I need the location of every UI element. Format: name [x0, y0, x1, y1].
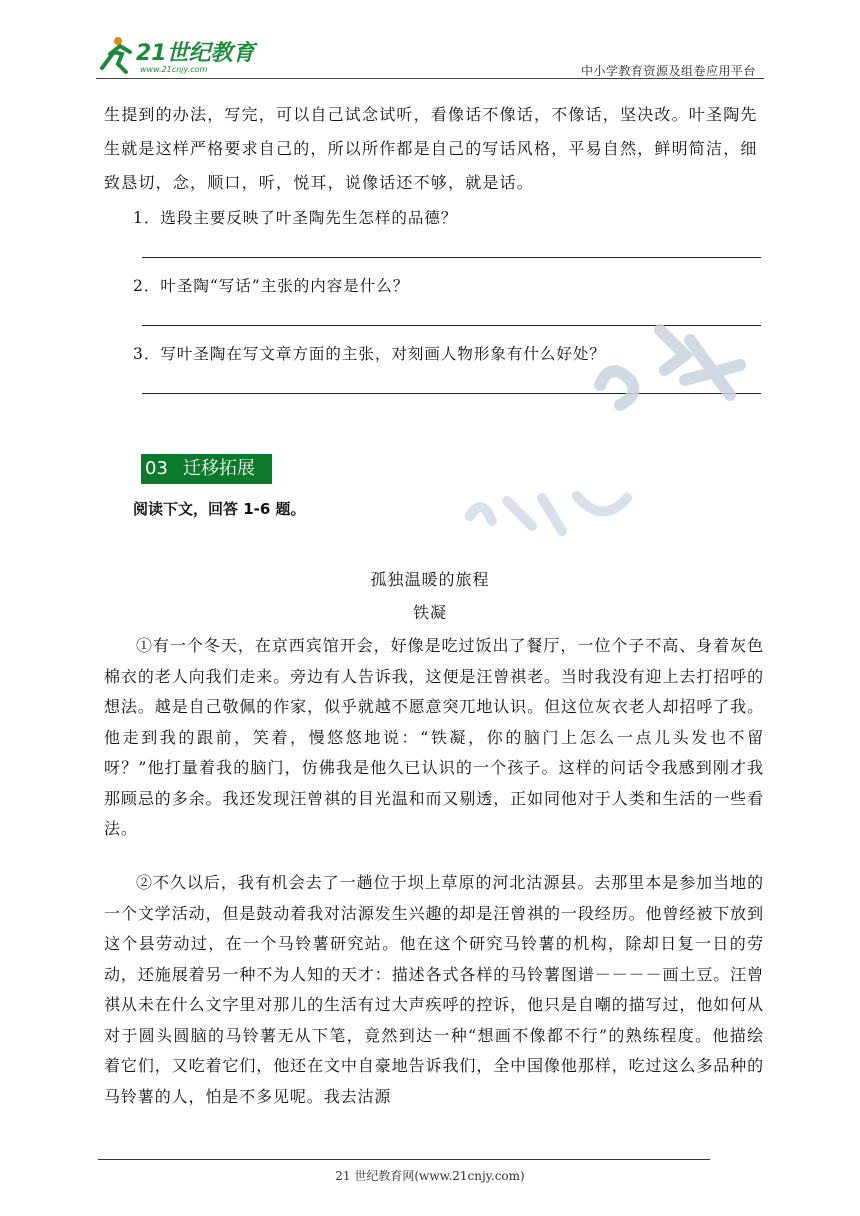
answer-line-2[interactable]	[142, 325, 761, 326]
logo-text: 21世纪教育	[136, 41, 255, 66]
platform-name: 中小学教育资源及组卷应用平台	[580, 64, 756, 78]
question-3: 3．写叶圣陶在写文章方面的主张，对刻画人物形象有什么好处？	[133, 345, 606, 363]
watermark-graphic	[590, 310, 750, 420]
question-1: 1．选段主要反映了叶圣陶先生怎样的品德？	[133, 209, 458, 227]
question-2: 2．叶圣陶“写话”主张的内容是什么？	[133, 277, 410, 295]
section-badge	[141, 454, 272, 484]
site-logo[interactable]	[96, 34, 266, 76]
article-paragraph-2: ②不久以后，我有机会去了一趟位于坝上草原的河北沽源县。去那里本是参加当地的一个文学活动，但是鼓动着我对沽源发生兴趣的却是汪曾祺的一段经历。他曾经被下放到这个县劳动过，在一个马铃薯研究站。他在这个研究马铃薯的机构，除却日复一日的劳动，还施展着另一种不为人知的天才：描述各式各样的马铃薯图谱－－－－画土豆。汪曾祺从未在什么文字里对那儿的生活有过大声疾呼的控诉，他只是自嘲的描写过，他如何从对于圆头圆脑的马铃薯无从下笔，竟然到达一种“想画不像都不行”的熟练程度。他描绘着它们，又吃着它们，他还在文中自豪地告诉我们，全中国像他那样，吃过这么多品种的马铃薯的人，怕是不多见呢。我去沽源	[104, 873, 764, 1106]
answer-line-3[interactable]	[142, 393, 761, 394]
watermark-graphic-2	[462, 486, 632, 546]
intro-paragraph: 生提到的办法，写完，可以自己试念试听，看像话不像话，不像话，坚决改。叶圣陶先生就是这样严格要求自己的，所以所作都是自己的写话风格，平易自然，鲜明简洁，细致恳切，念，顺口，听，悦耳，说像话还不够，就是话。	[104, 105, 758, 192]
runner-logo-icon	[96, 34, 266, 76]
logo-url: www.21cnjy.com	[140, 65, 208, 74]
reading-instruction: 阅读下文，回答 1-6 题。	[133, 500, 306, 518]
footer-divider	[98, 1159, 710, 1160]
article-paragraph-1: ①有一个冬天，在京西宾馆开会，好像是吃过饭出了餐厅，一位个子不高、身着灰色棉衣的老人向我们走来。旁边有人告诉我，这便是汪曾祺老。当时我没有迎上去打招呼的想法。越是自己敬佩的作家，似乎就越不愿意突兀地认识。但这位灰衣老人却招呼了我。他走到我的跟前，笑着，慢悠悠地说：“铁凝，你的脑门上怎么一点儿头发也不留呀？”他打量着我的脑门，仿佛我是他久已认识的一个孩子。这样的问话令我感到刚才我那顾忌的多余。我还发现汪曾祺的目光温和而又剔透，正如同他对于人类和生活的一些看法。	[104, 636, 764, 838]
article-title: 孤独温暖的旅程	[370, 570, 490, 589]
page-header	[96, 30, 764, 80]
answer-line-1[interactable]	[142, 257, 761, 258]
article-author: 铁凝	[412, 603, 447, 622]
section-number: 03	[145, 458, 168, 479]
section-title: 迁移拓展	[183, 458, 255, 479]
footer-link[interactable]: 21 世纪教育网(www.21cnjy.com)	[335, 1169, 525, 1183]
header-divider	[96, 78, 764, 79]
